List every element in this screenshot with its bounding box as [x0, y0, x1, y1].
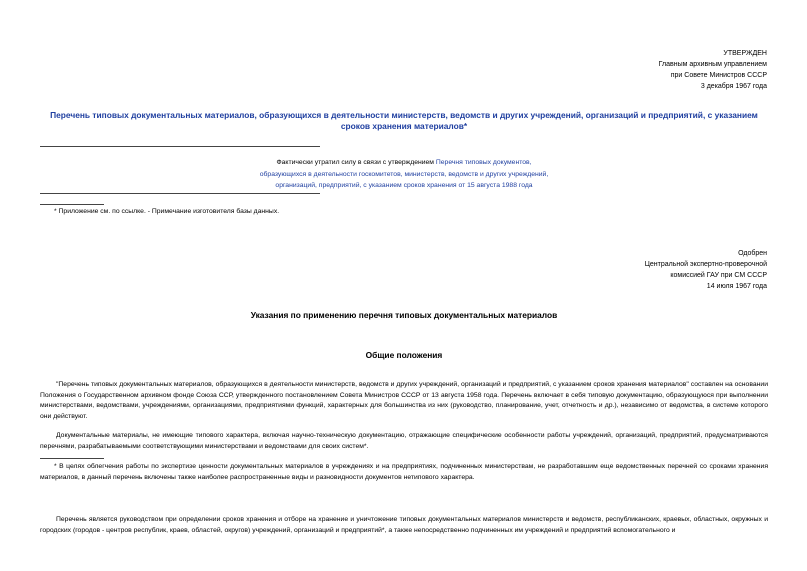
footnote-rule-1: [40, 204, 104, 205]
instructions-heading: Указания по применению перечня типовых документальных материалов: [250, 310, 558, 320]
approval-line-4: 3 декабря 1967 года: [700, 83, 767, 90]
lapsed-note-link-1[interactable]: Перечня типовых документов,: [435, 159, 532, 166]
footnote-rule-2: [40, 458, 104, 459]
endorsement-line-3: комиссией ГАУ при СМ СССР: [670, 272, 767, 279]
approval-line-2: Главным архивным управлением: [658, 61, 767, 68]
lapsed-note-link-3[interactable]: организаций, предприятий, с указанием сроков хранения от 15 августа 1988 года: [275, 182, 533, 189]
divider-top: [40, 146, 320, 147]
lapsed-note: [40, 157, 768, 192]
endorsement-line-2: Центральной экспертно-проверочной: [644, 261, 767, 268]
paragraph-3: Перечень является руководством при определении сроков хранения и отборе на хранение и уничтожение типовых документальных материалов министерств и ведомств, республиканских, краевых, областных, окружных и городских (городов - центров республик, краев, областей, округов) учреждений, организаций и предприятий*, а также непосредственно подчиненных им учреждений и предприятий вспомогательного и: [40, 516, 768, 534]
endorsement-line-1: Одобрен: [738, 250, 767, 257]
document-title: Перечень типовых документальных материалов, образующихся в деятельности министерств, ведомств и других учреждений, организаций и предприятий, с указанием сроков хранения материалов*: [50, 110, 758, 131]
footnote-2: * В целях облегчения работы по экспертизе ценности документальных материалов в учреждениях и на предприятиях, подчиненных министерствам, не разработавшим еще ведомственных перечней со сроками хранения материалов, в данный перечень включены также наиболее распространенные виды и разновидности документов нетипового характера.: [40, 463, 768, 481]
paragraph-2: Документальные материалы, не имеющие типового характера, включая научно-техническую документацию, отражающие специфические особенности работы учреждений, организаций, предприятий, предусматриваются перечнями, разрабатываемыми соответствующими министерствами и ведомствами для своих систем*.: [40, 432, 768, 450]
paragraph-1: "Перечень типовых документальных материалов, образующихся в деятельности министерств, ведомств и других учреждений, организаций и предприятий, с указанием сроков хранения материалов" составлен на основании Положения о Государственном архивном фонде Союза ССР, утвержденного постановлением Совета Министров СССР от 13 августа 1958 года. Перечень включает в себя типовую документацию, образующуюся при выполнении министерствами, ведомствами, учреждениями, организациями, предприятиями функций, характерных для большинства из них (руководство, планирование, учет, отчетность и др.), независимо от ведомства, в системе которого они действуют.: [40, 381, 768, 420]
endorsement-line-4: 14 июля 1967 года: [706, 283, 767, 290]
footnote-1: * Приложение см. по ссылке. - Примечание изготовителя базы данных.: [54, 208, 280, 215]
approval-line-3: при Совете Министров СССР: [670, 72, 767, 79]
approval-line-1: УТВЕРЖДЕН: [723, 50, 767, 57]
lapsed-note-prefix: Фактически утратил силу в связи с утверждением: [276, 159, 436, 166]
general-provisions-heading: Общие положения: [365, 350, 443, 360]
lapsed-note-link-2[interactable]: образующихся в деятельности госкомитетов, министерств, ведомств и других учреждений,: [259, 170, 549, 178]
endorsement-stamp: [645, 248, 767, 292]
divider-bottom: [40, 193, 320, 194]
approval-stamp: [659, 48, 767, 92]
